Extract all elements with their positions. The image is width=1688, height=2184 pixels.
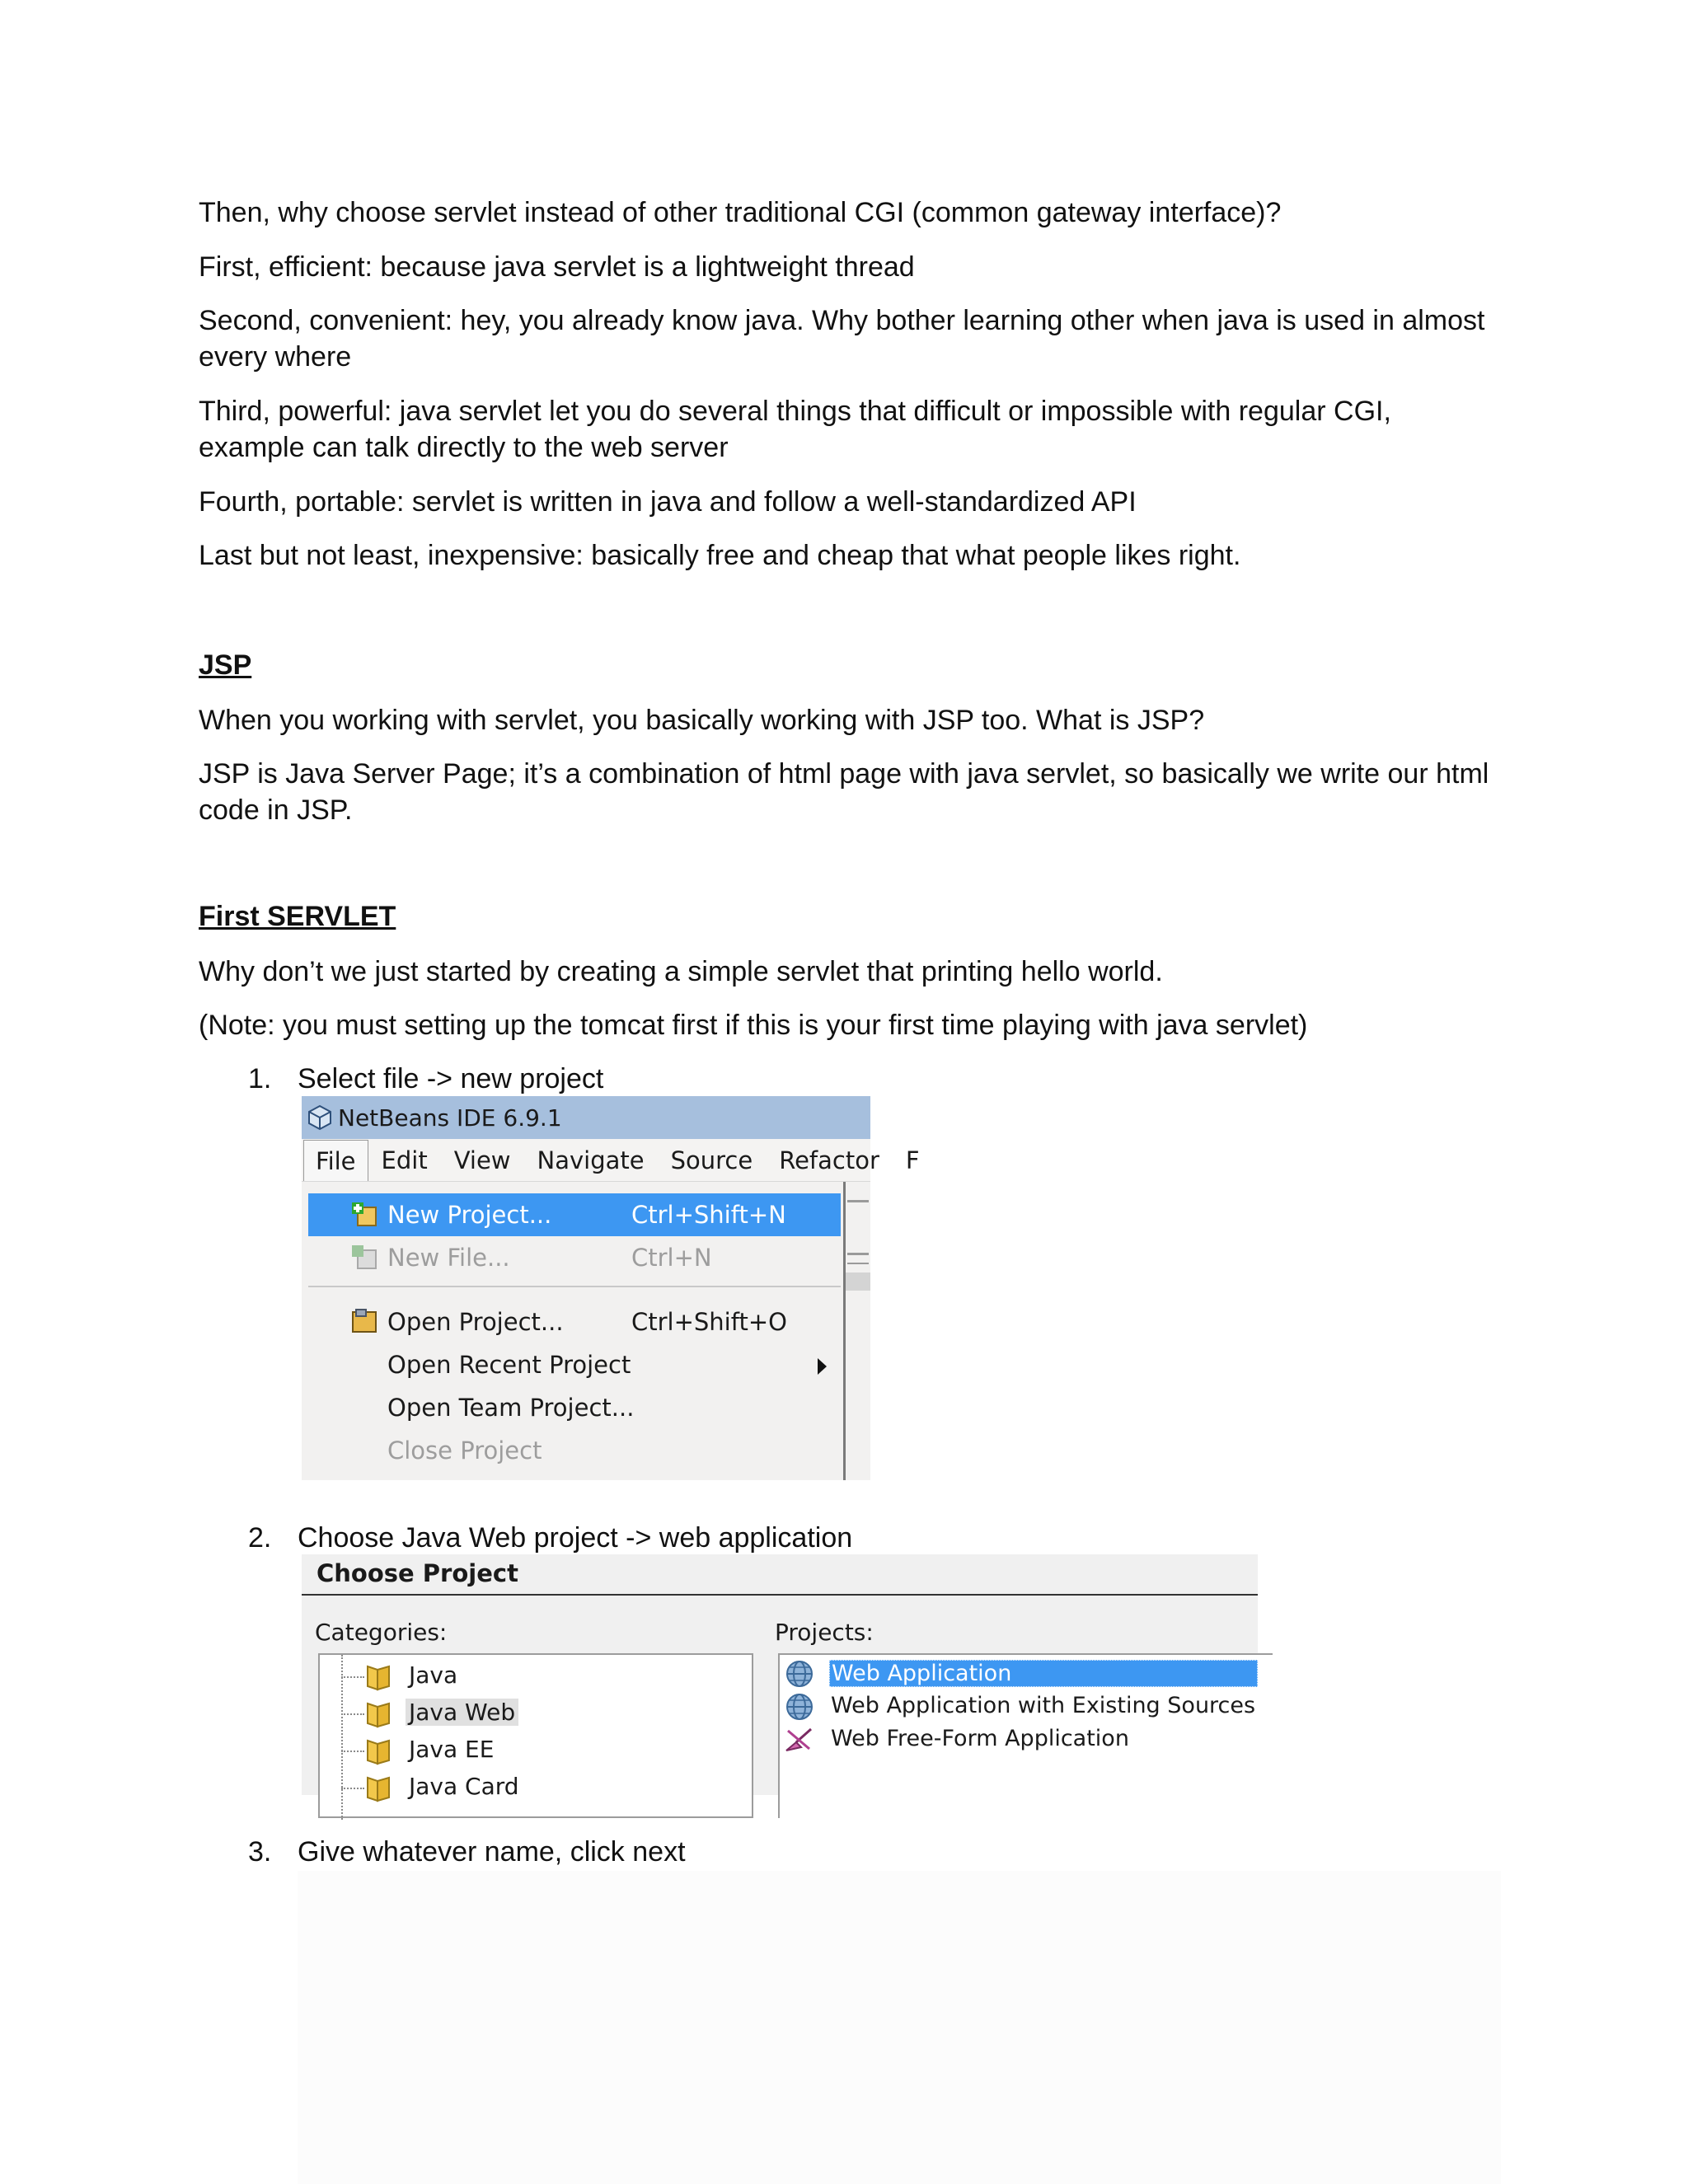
menu-item-shortcut: Ctrl+Shift+O (631, 1308, 787, 1336)
menu-item-shortcut: Ctrl+Shift+N (631, 1201, 786, 1229)
tree-item-java-web[interactable] (320, 1697, 748, 1730)
list-number: 3. (248, 1836, 272, 1868)
dialog-step-title: Choose Project (316, 1559, 518, 1587)
paragraph-continuation: code in JSP. (199, 794, 353, 826)
menu-separator (308, 1286, 841, 1287)
tree-item-label: Java (409, 1661, 458, 1689)
menu-item-label: Open Recent Project (387, 1351, 631, 1379)
menu-item-new-file[interactable] (308, 1236, 841, 1279)
list-item-text: Give whatever name, click next (298, 1836, 686, 1868)
title-divider (302, 1594, 1258, 1596)
categories-label: Categories: (315, 1619, 448, 1646)
list-number: 1. (248, 1063, 272, 1094)
list-item-text: Choose Java Web project -> web application (298, 1522, 853, 1554)
tree-item-label: Java EE (409, 1736, 495, 1763)
paragraph: Then, why choose servlet instead of other traditional CGI (common gateway interface)? (199, 197, 1282, 228)
paragraph: First, efficient: because java servlet is a lightweight thread (199, 251, 915, 283)
list-number: 2. (248, 1522, 272, 1554)
netbeans-cube-icon (308, 1105, 331, 1130)
section-heading-first-servlet: First SERVLET (199, 901, 396, 932)
menu-item-label: New File... (387, 1244, 510, 1272)
tree-item-java[interactable] (320, 1660, 748, 1693)
section-heading-jsp: JSP (199, 649, 252, 681)
menu-item-close-project[interactable] (308, 1429, 841, 1472)
menu-refactor[interactable]: Refactor (779, 1146, 879, 1174)
folder-icon (364, 1774, 392, 1802)
list-item-label: Web Application with Existing Sources (831, 1693, 1256, 1718)
paragraph: When you working with servlet, you basically working with JSP too. What is JSP? (199, 705, 1205, 736)
list-item-web-free-form-application[interactable] (783, 1724, 1278, 1755)
menu-truncated[interactable]: F (905, 1146, 920, 1174)
menu-item-open-project[interactable] (308, 1301, 841, 1343)
paragraph: Second, convenient: hey, you already know java. Why bother learning other when java is used in almost (199, 305, 1485, 336)
window-title: NetBeans IDE 6.9.1 (338, 1104, 562, 1132)
background-window-edge (846, 1182, 870, 1480)
folder-icon (364, 1663, 392, 1691)
paragraph: JSP is Java Server Page; it’s a combination of html page with java servlet, so basically we write our html (199, 758, 1489, 790)
paragraph-continuation: example can talk directly to the web server (199, 432, 729, 463)
open-project-icon (351, 1309, 379, 1335)
menu-source[interactable]: Source (670, 1146, 753, 1174)
globe-icon (785, 1693, 814, 1721)
blank-image-area (298, 1871, 1501, 2184)
tree-item-java-card[interactable] (320, 1771, 748, 1804)
paragraph-continuation: every where (199, 341, 352, 373)
paragraph: Why don’t we just started by creating a simple servlet that printing hello world. (199, 956, 1163, 987)
new-project-icon (351, 1202, 379, 1228)
tree-item-label: Java Card (409, 1773, 519, 1800)
tree-item-label: Java Web (406, 1699, 518, 1726)
menu-view[interactable]: View (453, 1146, 511, 1174)
folder-icon (364, 1700, 392, 1728)
list-item-label: Web Application (829, 1660, 1258, 1687)
paragraph: Last but not least, inexpensive: basically free and cheap that what people likes right. (199, 540, 1241, 571)
window-titlebar (302, 1096, 870, 1139)
list-item-web-application[interactable] (783, 1658, 1278, 1690)
paragraph: Third, powerful: java servlet let you do several things that difficult or impossible with regular CGI, (199, 396, 1391, 427)
projects-label: Projects: (775, 1619, 874, 1646)
list-item-label: Web Free-Form Application (831, 1726, 1129, 1751)
menu-item-label: New Project... (387, 1201, 552, 1229)
menu-edit[interactable]: Edit (381, 1146, 428, 1174)
new-file-icon (351, 1244, 379, 1271)
menu-item-label: Close Project (387, 1436, 542, 1465)
globe-icon (785, 1660, 814, 1688)
menu-bar (302, 1139, 920, 1182)
submenu-arrow-icon (818, 1358, 827, 1375)
list-item-web-application-existing-sources[interactable] (783, 1691, 1278, 1722)
menu-item-open-recent-project[interactable] (308, 1343, 841, 1386)
categories-tree[interactable] (318, 1653, 753, 1818)
menu-file[interactable]: File (303, 1140, 368, 1181)
paragraph: (Note: you must setting up the tomcat first if this is your first time playing with java servlet) (199, 1010, 1308, 1041)
menu-item-open-team-project[interactable] (308, 1386, 841, 1429)
menu-item-label: Open Team Project... (387, 1394, 635, 1422)
file-menu-dropdown (302, 1182, 846, 1480)
projects-list[interactable] (778, 1653, 1273, 1818)
menu-item-label: Open Project... (387, 1308, 564, 1336)
choose-project-screenshot (302, 1554, 1258, 1800)
menu-navigate[interactable]: Navigate (537, 1146, 645, 1174)
list-item-text: Select file -> new project (298, 1063, 604, 1094)
paragraph: Fourth, portable: servlet is written in java and follow a well-standardized API (199, 486, 1137, 518)
tree-item-java-ee[interactable] (320, 1734, 748, 1767)
folder-icon (364, 1737, 392, 1765)
free-form-tools-icon (785, 1726, 814, 1754)
netbeans-menu-screenshot (302, 1096, 920, 1480)
menu-item-shortcut: Ctrl+N (631, 1244, 712, 1272)
menu-item-new-project[interactable] (308, 1193, 841, 1236)
